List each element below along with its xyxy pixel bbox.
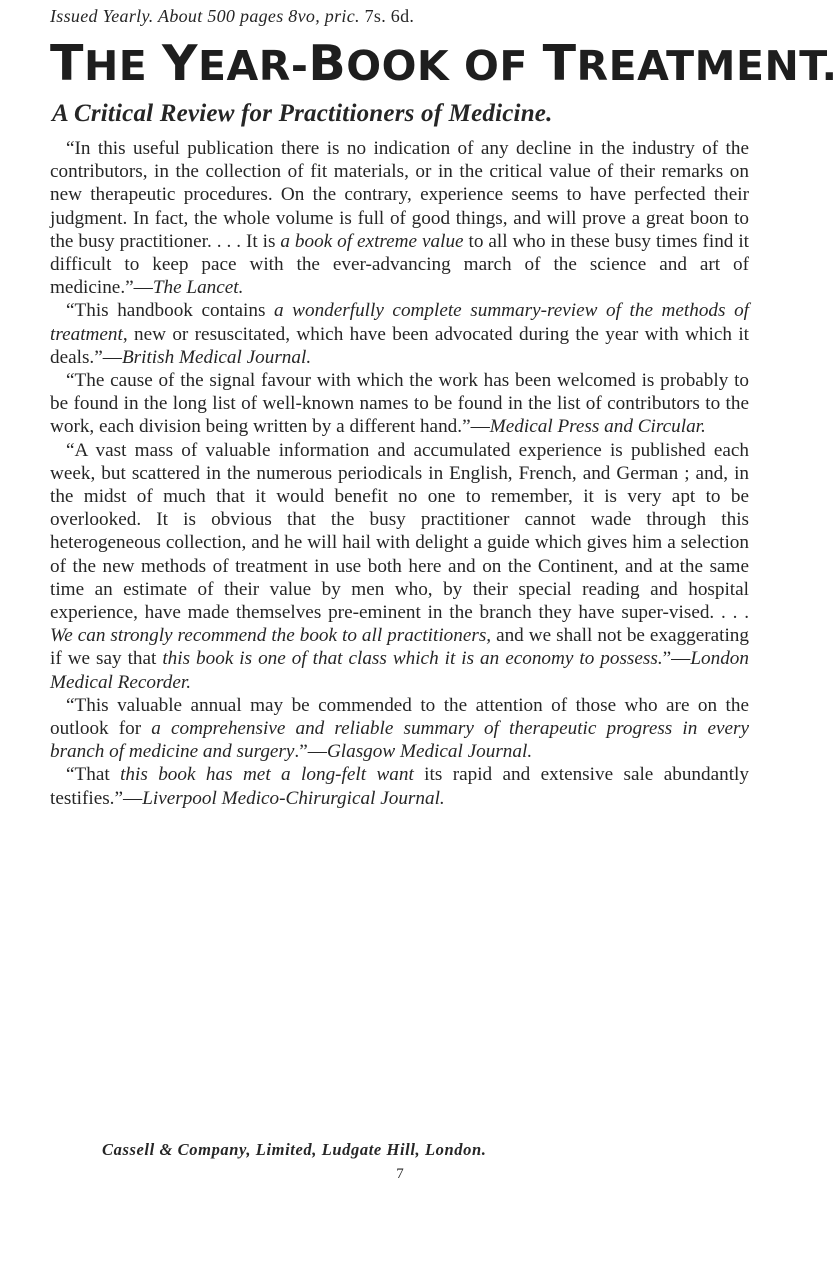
publisher-line: Cassell & Company, Limited, Ludgate Hill, London. — [102, 1140, 487, 1159]
issue-text: Issued Yearly. About 500 pages 8vo, pric. — [50, 6, 360, 26]
review-source: Medical Press and Circular. — [489, 416, 706, 438]
review-source: Liverpool Medico-Chirurgical Journal. — [142, 787, 445, 809]
review-source: The Lancet. — [152, 277, 244, 299]
review-medical-press: “The cause of the signal favour with which the work has been welcomed is probably to be found in the long list of well-known names to be found in the list of contributors to the work, each division being written by a different hand.”—Medical Press and Circular. — [50, 370, 749, 438]
issue-line — [50, 6, 748, 27]
review-source: British Medical Journal. — [121, 346, 312, 368]
review-lancet: “In this useful publication there is no indication of any decline in the industry of the contributors, in the collection of fit materials, or in the critical value of their remarks on new therapeutic procedures. On the contrary, experience seems to have perfected their judgment. In fact, the whole volume is full of good things, and will prove a great boon to the busy practitioner. . . . It is a book of extreme value to all who in these busy times find it difficult to keep pace with the ever-advancing march of the science and art of medicine.”—The Lancet. — [50, 138, 749, 299]
page-number: 7 — [396, 1166, 404, 1182]
review-source: London Medical Recorder. — [50, 648, 749, 693]
reviews — [50, 137, 749, 810]
review-liverpool: “That this book has met a long-felt want its rapid and extensive sale abundantly testifies.”—Liverpool Medico-Chirurgical Journal. — [50, 764, 749, 809]
review-glasgow: “This valuable annual may be commended to the attention of those who are on the outlook for a comprehensive and reliable summary of therapeutic progress in every branch of medicine and surgery.”—Glasgow Medical Journal. — [50, 694, 749, 763]
page-title: THE YEAR-BOOK OF TREATMENT. — [50, 35, 838, 92]
price-text: 7s. 6d. — [359, 6, 415, 26]
review-source: Glasgow Medical Journal. — [326, 741, 533, 763]
review-london-recorder: “A vast mass of valuable information and accumulated experience is published each week, but scattered in the numerous periodicals in English, French, and German ; and, in the midst of much that it would benefit no one to remember, it is very apt to be overlooked. It is obvious that the busy practitioner cannot wade through this heterogeneous collection, and he will hail with delight a guide which gives him a selection of the new methods of treatment in use both here and on the Continent, and at the same time an estimate of their value by men who, by their special reading and hospital experience, have made themselves pre-eminent in the branch they have super-vised. . . . We can strongly recommend the book to all practitioners, and we shall not be exaggerating if we say that this book is one of that class which it is an economy to possess.”—London Medical Recorder. — [50, 439, 749, 693]
review-bmj: “This handbook contains a wonderfully complete summary-review of the methods of treatment, new or resuscitated, which have been advocated during the year with which it deals.”—British Medical Journal. — [50, 300, 749, 368]
subtitle: A Critical Review for Practitioners of Medicine. — [52, 100, 553, 127]
